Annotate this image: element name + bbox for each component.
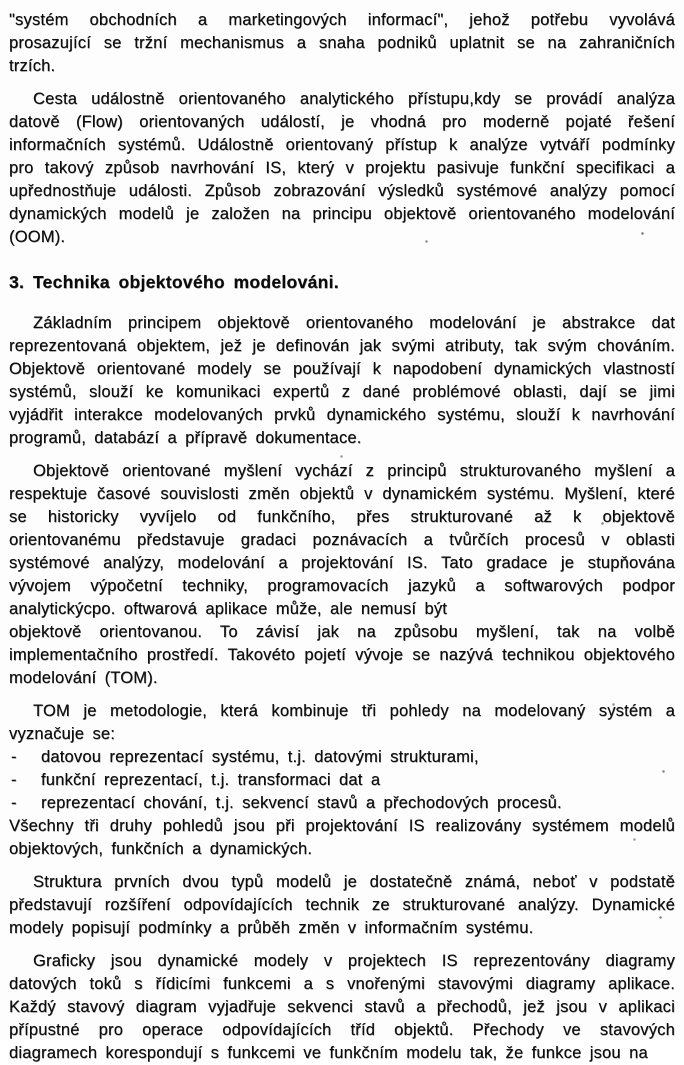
bullet-dash-icon: - — [11, 771, 17, 789]
paragraph-event-approach: Cesta událostně orientovaného analytického přístupu,kdy se provádí analýza datově (Flow) orientovaných událostí, je vhodná pro moderně pojaté řešení informačních systémů. Událostně orientovaný přístup k analýze vytváří podmínky pro takový způsob navrhování IS, který v projektu pasivuje funkční specifikaci a upřednostňuje události. Způsob zobrazování výsledků systémové analýzy pomocí dynamických modelů je založen na principu objektově orientovaného modelování (OOM). — [9, 90, 675, 246]
list-item-text: datovou reprezentací systému, t.j. datovými strukturami, — [41, 748, 479, 766]
paragraph-market-info: "systém obchodních a marketingových informací", jehož potřebu vyvolává prosazující se tržní mechanismus a snaha podniků uplatnit se na zahraničních trzích. — [9, 11, 675, 75]
paragraph-oo-thinking-continued: objektově orientovanou. To závisí jak na způsobu myšlení, tak na volbě implementačního prostředí. Takovéto pojetí vývoje se nazývá technikou objektového modelování (TOM). — [9, 623, 675, 687]
paragraph-dynamic-models-graphics: Graficky jsou dynamické modely v projektech IS reprezentovány diagramy datových toků s řídicími funkcemi a s vnořenými stavovými diagramy aplikace. Každý stavový diagram vyjadřuje sekvenci stavů a přechodů, jež jsou v aplikaci přípustné pro operace odpovídajících tříd objektů. Přechody ve stavových diagramech korespondují s funkcemi ve funkčním modelu tak, že funkce jsou na — [9, 952, 675, 1062]
list-item — [9, 792, 675, 815]
list-item-text: reprezentací chování, t.j. sekvencí stavů a přechodových procesů. — [41, 794, 562, 812]
list-item-text: funkční reprezentací, t.j. transformaci dat a — [41, 771, 381, 789]
bullet-dash-icon: - — [11, 748, 17, 766]
bullet-dash-icon: - — [11, 794, 17, 812]
paragraph-model-structure: Struktura prvních dvou typů modelů je dostatečně známá, neboť v podstatě představují rozšíření odpovídajících technik ze strukturované analýzy. Dynamické modely popisují podmínky a průběh změn v informačním systému. — [9, 873, 675, 937]
bullet-list — [9, 746, 675, 815]
list-item — [9, 746, 675, 769]
paragraph-oom-principle: Základním principem objektově orientovaného modelování je abstrakce dat reprezentovaná objektem, jež je definován jak svými atributy, tak svým chováním. Objektově orientované modely se používají k napodobení dynamických vlastností systémů, slouží ke komunikaci expertů z dané problémové oblasti, dají se jimi vyjádřit interakce modelovaných prvků dynamického systému, slouží k navrhování programů, databází a přípravě dokumentace. — [9, 314, 675, 447]
list-item — [9, 769, 675, 792]
paragraph-oo-thinking: Objektově orientované myšlení vychází z principů strukturovaného myšlení a respektuje časové souvislosti změn objektů v dynamickém systému. Myšlení, které se historicky vyvíjelo od funkčního, přes strukturované až k objektově orientovanému představuje gradaci poznávacích a tvůrčích procesů v oblasti systémové analýzy, modelování a projektování IS. Tato gradace je stupňována vývojem výpočetní techniky, programovacích jazyků a softwarových podpor analytickýcpo. oftwarová aplikace může, ale nemusí být — [9, 462, 675, 618]
paragraph-tom-outro: Všechny tři druhy pohledů jsou při projektování IS realizovány systémem modelů objektových, funkčních a dynamických. — [9, 817, 675, 858]
paragraph-tom-intro: TOM je metodologie, která kombinuje tři pohledy na modelovaný systém a vyznačuje se: — [9, 702, 675, 743]
section-heading: 3. Technika objektového modelováni. — [9, 272, 339, 292]
